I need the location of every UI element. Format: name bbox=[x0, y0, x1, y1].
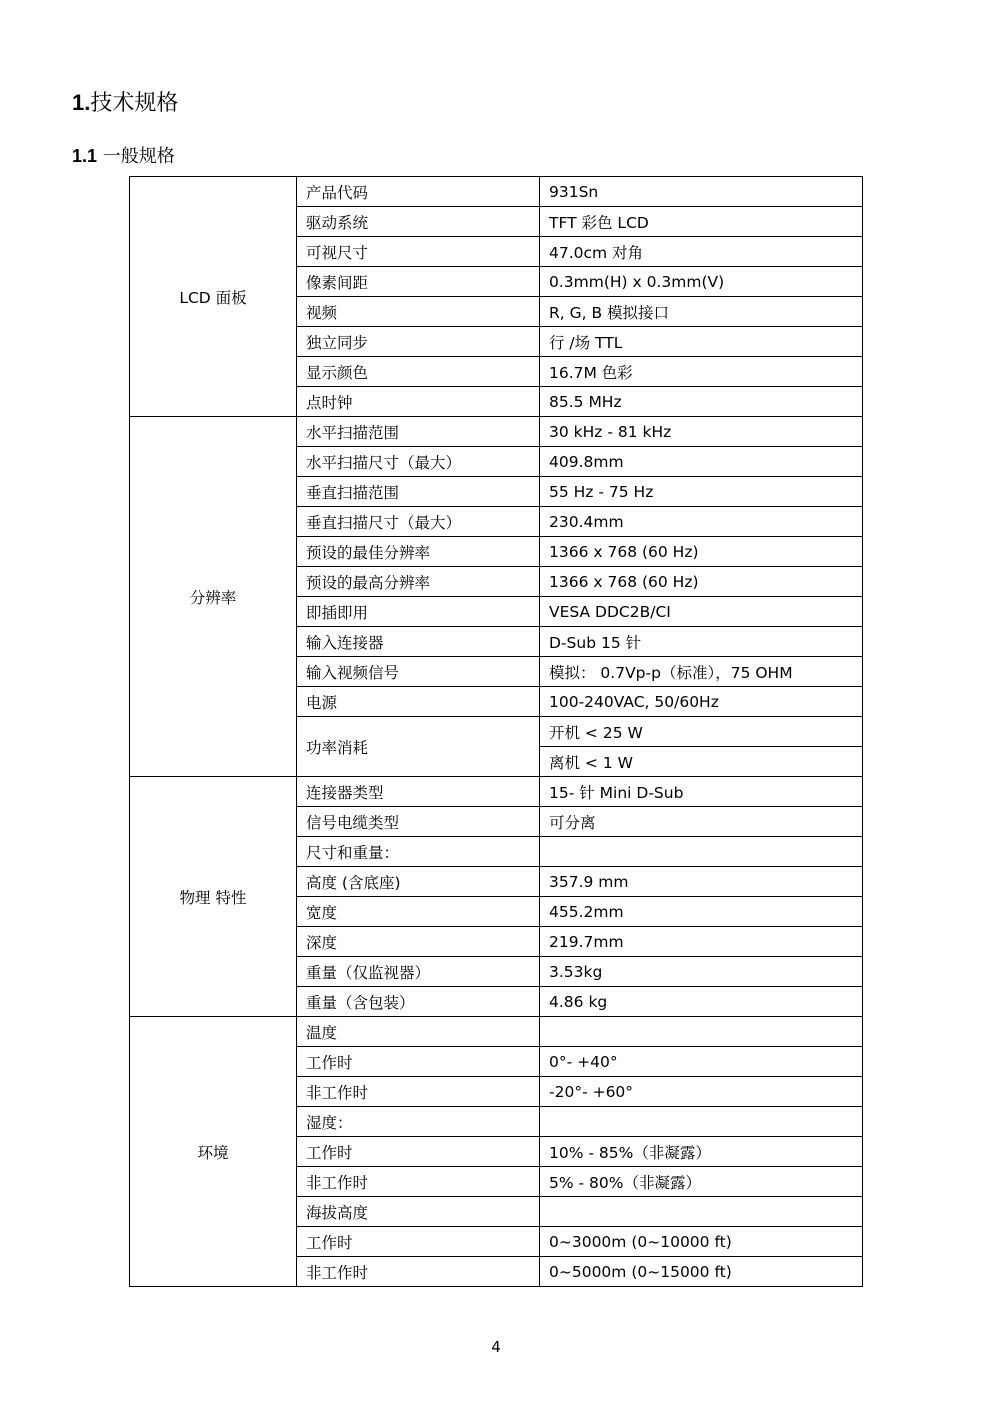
spec-value: 4.86 kg bbox=[540, 987, 863, 1017]
spec-value: 开机 < 25 W bbox=[540, 717, 863, 747]
spec-value: 0.3mm(H) x 0.3mm(V) bbox=[540, 267, 863, 297]
page-number: 4 bbox=[491, 1338, 501, 1356]
spec-label: 重量（仅监视器） bbox=[297, 957, 540, 987]
spec-label: 预设的最高分辨率 bbox=[297, 567, 540, 597]
spec-value: 100-240VAC, 50/60Hz bbox=[540, 687, 863, 717]
spec-label: 信号电缆类型 bbox=[297, 807, 540, 837]
spec-value: 0~3000m (0~10000 ft) bbox=[540, 1227, 863, 1257]
spec-label: 水平扫描尺寸（最大） bbox=[297, 447, 540, 477]
category-cell: 环境 bbox=[130, 1017, 297, 1287]
spec-value: 30 kHz - 81 kHz bbox=[540, 417, 863, 447]
category-cell: 物理 特性 bbox=[130, 777, 297, 1017]
spec-table bbox=[129, 176, 863, 1287]
spec-value: 219.7mm bbox=[540, 927, 863, 957]
spec-label: 产品代码 bbox=[297, 177, 540, 207]
spec-value: 409.8mm bbox=[540, 447, 863, 477]
spec-value: 1366 x 768 (60 Hz) bbox=[540, 537, 863, 567]
spec-label: 工作时 bbox=[297, 1047, 540, 1077]
category-cell: 分辨率 bbox=[130, 417, 297, 777]
spec-value: R, G, B 模拟接口 bbox=[540, 297, 863, 327]
subsection-number: 1.1 bbox=[72, 146, 98, 166]
spec-value: 离机 < 1 W bbox=[540, 747, 863, 777]
spec-label: 电源 bbox=[297, 687, 540, 717]
spec-value: 3.53kg bbox=[540, 957, 863, 987]
spec-value: 5% - 80%（非凝露） bbox=[540, 1167, 863, 1197]
table-row bbox=[130, 417, 863, 447]
spec-value: 行 /场 TTL bbox=[540, 327, 863, 357]
spec-value: -20°- +60° bbox=[540, 1077, 863, 1107]
spec-label: 垂直扫描范围 bbox=[297, 477, 540, 507]
spec-value: 16.7M 色彩 bbox=[540, 357, 863, 387]
category-cell: LCD 面板 bbox=[130, 177, 297, 417]
spec-value: 455.2mm bbox=[540, 897, 863, 927]
spec-value: 47.0cm 对角 bbox=[540, 237, 863, 267]
table-row bbox=[130, 177, 863, 207]
spec-value bbox=[540, 1107, 863, 1137]
table-row bbox=[130, 777, 863, 807]
spec-value: D-Sub 15 针 bbox=[540, 627, 863, 657]
subsection-heading bbox=[72, 142, 175, 168]
spec-label: 非工作时 bbox=[297, 1257, 540, 1287]
spec-value: TFT 彩色 LCD bbox=[540, 207, 863, 237]
spec-value: 55 Hz - 75 Hz bbox=[540, 477, 863, 507]
spec-label: 预设的最佳分辨率 bbox=[297, 537, 540, 567]
spec-label: 工作时 bbox=[297, 1227, 540, 1257]
spec-label: 连接器类型 bbox=[297, 777, 540, 807]
spec-label: 输入视频信号 bbox=[297, 657, 540, 687]
spec-label: 水平扫描范围 bbox=[297, 417, 540, 447]
section-title: 技术规格 bbox=[90, 91, 179, 116]
spec-label: 功率消耗 bbox=[297, 717, 540, 777]
spec-label: 工作时 bbox=[297, 1137, 540, 1167]
spec-label: 垂直扫描尺寸（最大） bbox=[297, 507, 540, 537]
spec-value: VESA DDC2B/CI bbox=[540, 597, 863, 627]
spec-value: 931Sn bbox=[540, 177, 863, 207]
spec-label: 湿度： bbox=[297, 1107, 540, 1137]
spec-label: 点时钟 bbox=[297, 387, 540, 417]
spec-label: 非工作时 bbox=[297, 1077, 540, 1107]
spec-value bbox=[540, 837, 863, 867]
spec-value: 0~5000m (0~15000 ft) bbox=[540, 1257, 863, 1287]
spec-label: 驱动系统 bbox=[297, 207, 540, 237]
section-heading bbox=[72, 86, 178, 117]
spec-label: 非工作时 bbox=[297, 1167, 540, 1197]
spec-label: 尺寸和重量： bbox=[297, 837, 540, 867]
spec-label: 温度 bbox=[297, 1017, 540, 1047]
spec-label: 即插即用 bbox=[297, 597, 540, 627]
spec-label: 宽度 bbox=[297, 897, 540, 927]
spec-value: 15- 针 Mini D-Sub bbox=[540, 777, 863, 807]
spec-label: 海拔高度 bbox=[297, 1197, 540, 1227]
spec-value: 0°- +40° bbox=[540, 1047, 863, 1077]
spec-value: 85.5 MHz bbox=[540, 387, 863, 417]
spec-value: 10% - 85%（非凝露） bbox=[540, 1137, 863, 1167]
table-row bbox=[130, 1017, 863, 1047]
spec-value: 可分离 bbox=[540, 807, 863, 837]
spec-label: 显示颜色 bbox=[297, 357, 540, 387]
spec-label: 重量（含包装） bbox=[297, 987, 540, 1017]
spec-value: 230.4mm bbox=[540, 507, 863, 537]
spec-value bbox=[540, 1017, 863, 1047]
subsection-title: 一般规格 bbox=[97, 146, 175, 167]
section-number: 1. bbox=[72, 90, 91, 115]
spec-value: 模拟： 0.7Vp-p（标准），75 OHM bbox=[540, 657, 863, 687]
spec-value: 357.9 mm bbox=[540, 867, 863, 897]
spec-label: 可视尺寸 bbox=[297, 237, 540, 267]
spec-label: 像素间距 bbox=[297, 267, 540, 297]
spec-value: 1366 x 768 (60 Hz) bbox=[540, 567, 863, 597]
spec-label: 独立同步 bbox=[297, 327, 540, 357]
spec-label: 输入连接器 bbox=[297, 627, 540, 657]
spec-label: 高度 (含底座) bbox=[297, 867, 540, 897]
spec-label: 视频 bbox=[297, 297, 540, 327]
spec-value bbox=[540, 1197, 863, 1227]
spec-label: 深度 bbox=[297, 927, 540, 957]
